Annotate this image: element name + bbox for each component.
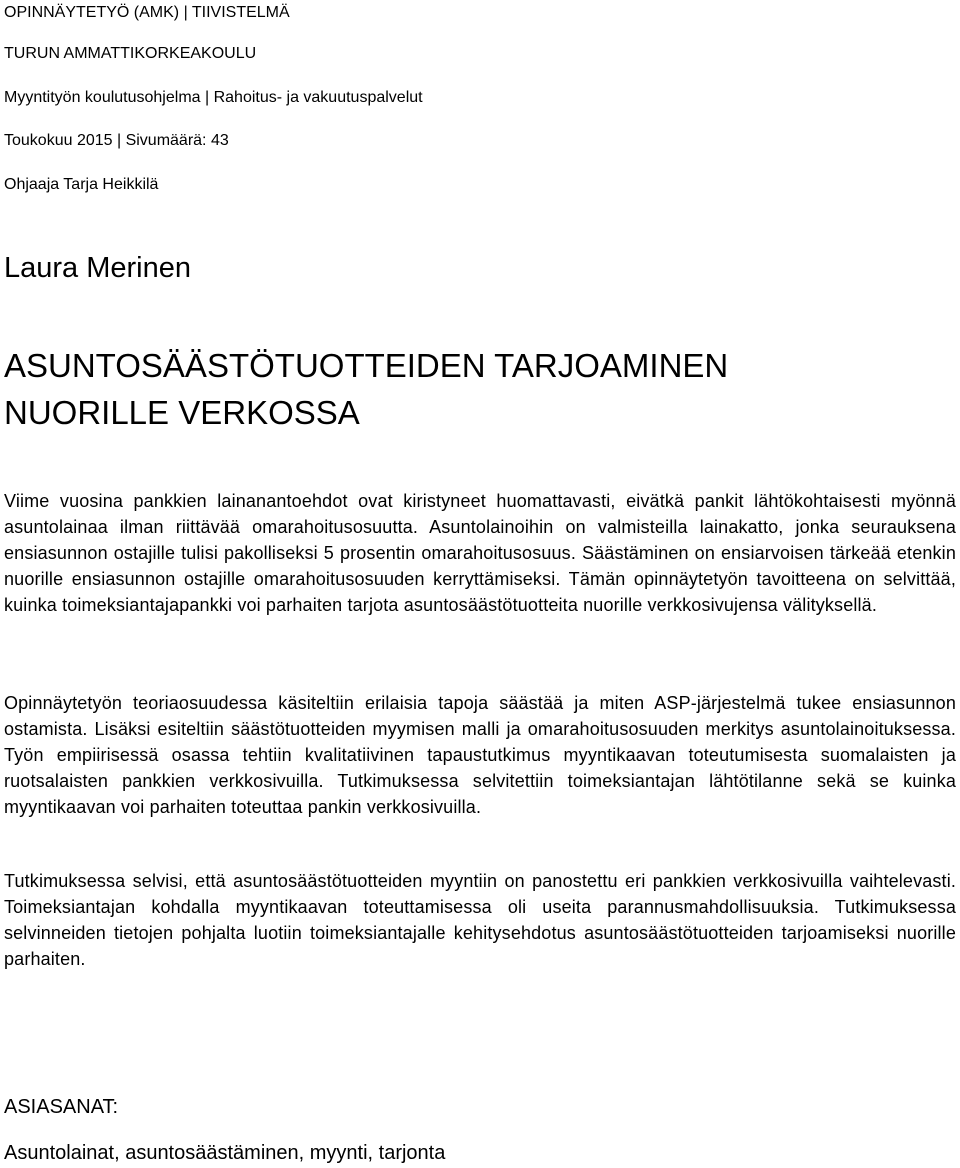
keywords-list: Asuntolainat, asuntosäästäminen, myynti, tarjonta [4,1142,446,1164]
degree-programme: Myyntityön koulutusohjelma | Rahoitus- ja vakuutuspalvelut [4,89,423,106]
abstract-paragraph-1: Viime vuosina pankkien lainanantoehdot ovat kiristyneet huomattavasti, eivätkä pankit lähtökohtaisesti myönnä asuntolainaa ilman riittävää omarahoitusosuutta. Asuntolainoihin on valmisteilla lainakatto, jonka seurauksena ensiasunnon ostajille tulisi pakolliseksi 5 prosentin omarahoitusosuus. Säästäminen on ensiarvoisen tärkeää etenkin nuorille ensiasunnon ostajille omarahoitusosuuden kerryttämiseksi. Tämän opinnäytetyön tavoitteena on selvittää, kuinka toimeksiantajapankki voi parhaiten tarjota asuntosäästötuotteita nuorille verkkosivujensa välityksellä. [4,491,956,615]
keywords-label: ASIASANAT: [4,1096,119,1118]
abstract-paragraph-3: Tutkimuksessa selvisi, että asuntosäästötuotteiden myyntiin on panostettu eri pankkien verkkosivuilla vaihtelevasti. Toimeksiantajan kohdalla myyntikaavan toteuttamisessa oli useita parannusmahdollisuuksia. Tutkimuksessa selvinneiden tietojen pohjalta luotiin toimeksiantajalle kehitysehdotus asuntosäästötuotteiden tarjoamiseksi nuorille parhaiten. [4,871,956,969]
document-type-header: OPINNÄYTETYÖ (AMK) | TIIVISTELMÄ [4,4,290,21]
thesis-title [4,342,728,436]
thesis-title-line-2: NUORILLE VERKOSSA [4,394,360,431]
thesis-title-line-1: ASUNTOSÄÄSTÖTUOTTEIDEN TARJOAMINEN [4,347,729,384]
author-name: Laura Merinen [4,252,191,284]
institution-name: TURUN AMMATTIKORKEAKOULU [4,45,257,62]
supervisor: Ohjaaja Tarja Heikkilä [4,176,159,193]
abstract-paragraph-2: Opinnäytetyön teoriaosuudessa käsiteltiin erilaisia tapoja säästää ja miten ASP-järjestelmä tukee ensiasunnon ostamista. Lisäksi esiteltiin säästötuotteiden myymisen malli ja omarahoitusosuuden merkitys asuntolainoituksessa. Työn empiirisessä osassa tehtiin kvalitatiivinen tapaustutkimus myyntikaavan toteutumisesta suomalaisten ja ruotsalaisten pankkien verkkosivuilla. Tutkimuksessa selvitettiin toimeksiantajan lähtötilanne sekä se kuinka myyntikaavan voi parhaiten toteuttaa pankin verkkosivuilla. [4,693,956,817]
date-and-page-count: Toukokuu 2015 | Sivumäärä: 43 [4,132,229,149]
